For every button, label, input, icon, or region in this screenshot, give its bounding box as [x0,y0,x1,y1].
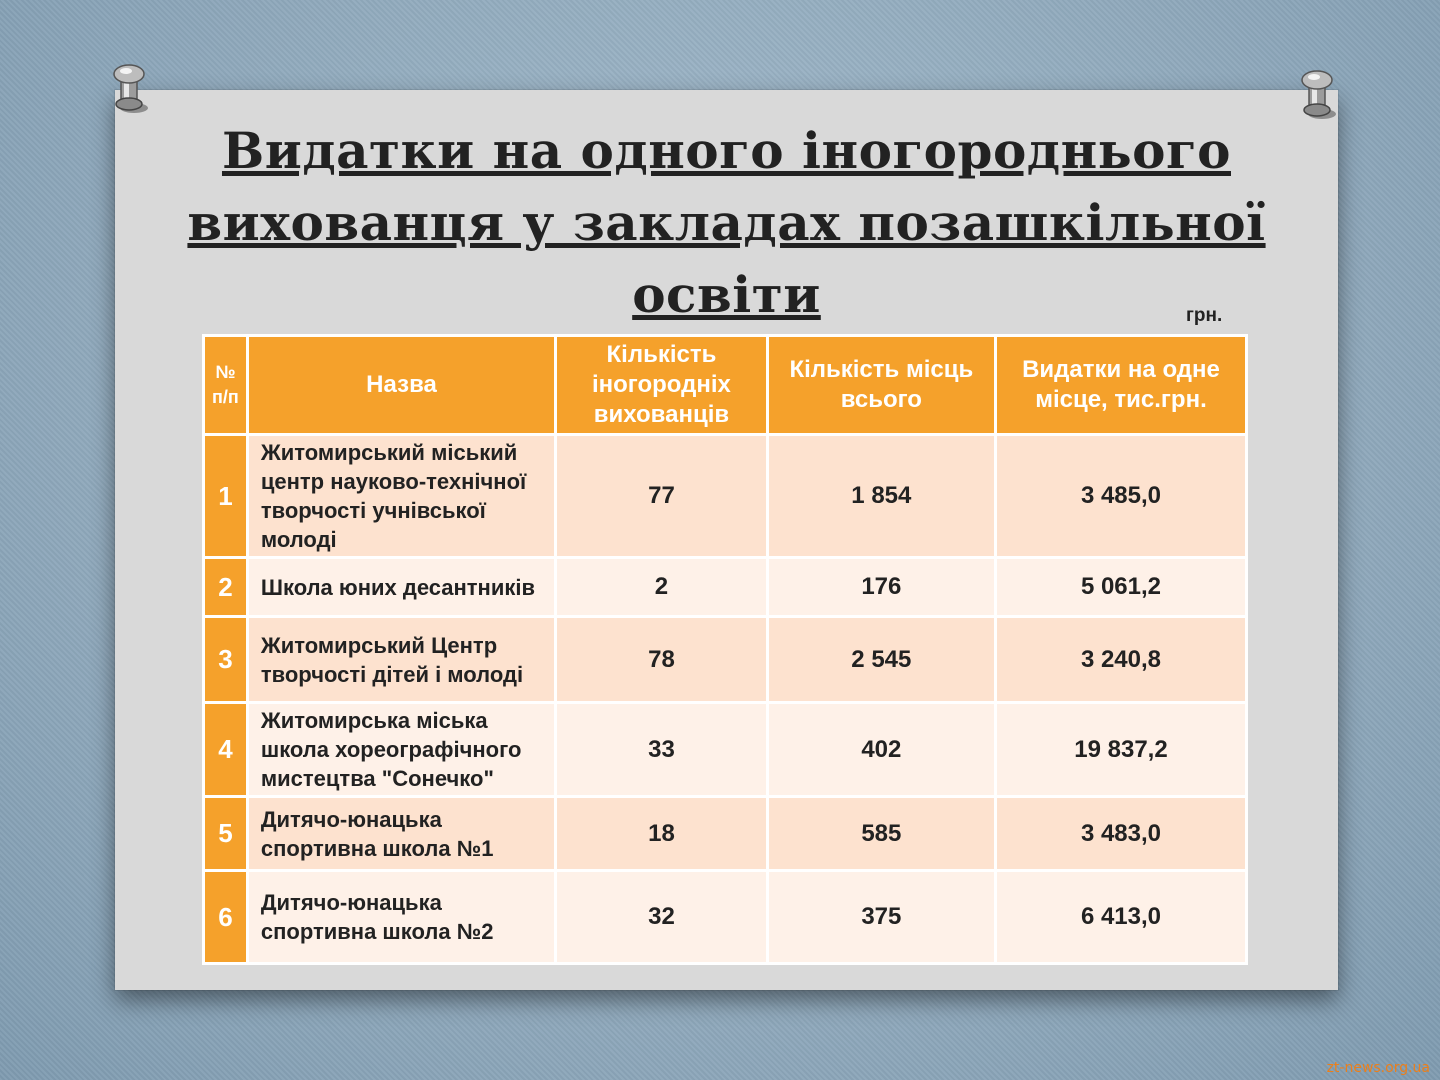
table-row [204,558,1247,617]
row-places: 2 545 [767,617,995,703]
row-index: 3 [204,617,248,703]
pushpin-icon [1292,66,1342,120]
unit-label: грн. [1186,305,1223,326]
row-students: 77 [556,435,768,558]
row-places: 375 [767,871,995,964]
row-places: 176 [767,558,995,617]
table-header-row [204,336,1247,435]
pushpin-icon [104,60,154,114]
row-students: 18 [556,797,768,871]
row-name: Житомирський Центр творчості дітей і молоді [247,617,555,703]
row-name: Школа юних десантників [247,558,555,617]
row-index: 2 [204,558,248,617]
row-students: 32 [556,871,768,964]
page-title [115,115,1338,331]
row-cost: 3 240,8 [995,617,1246,703]
column-header-cost: Видатки на одне місце, тис.грн. [995,336,1246,435]
table-row [204,703,1247,797]
table-row [204,435,1247,558]
title-line: освіти [632,265,821,324]
title-line: Видатки на одного іногороднього [221,121,1231,180]
row-name: Житомирський міський центр науково-технічної творчості учнівської молоді [247,435,555,558]
row-places: 1 854 [767,435,995,558]
row-cost: 19 837,2 [995,703,1246,797]
watermark: zt-news.org.ua [1326,1060,1430,1076]
row-index: 4 [204,703,248,797]
row-students: 78 [556,617,768,703]
row-students: 2 [556,558,768,617]
row-index: 6 [204,871,248,964]
row-index: 1 [204,435,248,558]
column-header-name: Назва [247,336,555,435]
table-row [204,797,1247,871]
row-index: 5 [204,797,248,871]
column-header-students: Кількість іногородніх вихованців [556,336,768,435]
title-line: вихованця у закладах позашкільної [187,193,1266,252]
table-row [204,871,1247,964]
column-header-number: № п/п [204,336,248,435]
row-places: 585 [767,797,995,871]
row-name: Дитячо-юнацька спортивна школа №1 [247,797,555,871]
row-students: 33 [556,703,768,797]
row-name: Дитячо-юнацька спортивна школа №2 [247,871,555,964]
expenses-table [202,334,1248,965]
row-cost: 6 413,0 [995,871,1246,964]
row-places: 402 [767,703,995,797]
row-name: Житомирська міська школа хореографічного мистецтва "Сонечко" [247,703,555,797]
row-cost: 3 485,0 [995,435,1246,558]
column-header-places: Кількість місць всього [767,336,995,435]
table-row [204,617,1247,703]
row-cost: 5 061,2 [995,558,1246,617]
row-cost: 3 483,0 [995,797,1246,871]
